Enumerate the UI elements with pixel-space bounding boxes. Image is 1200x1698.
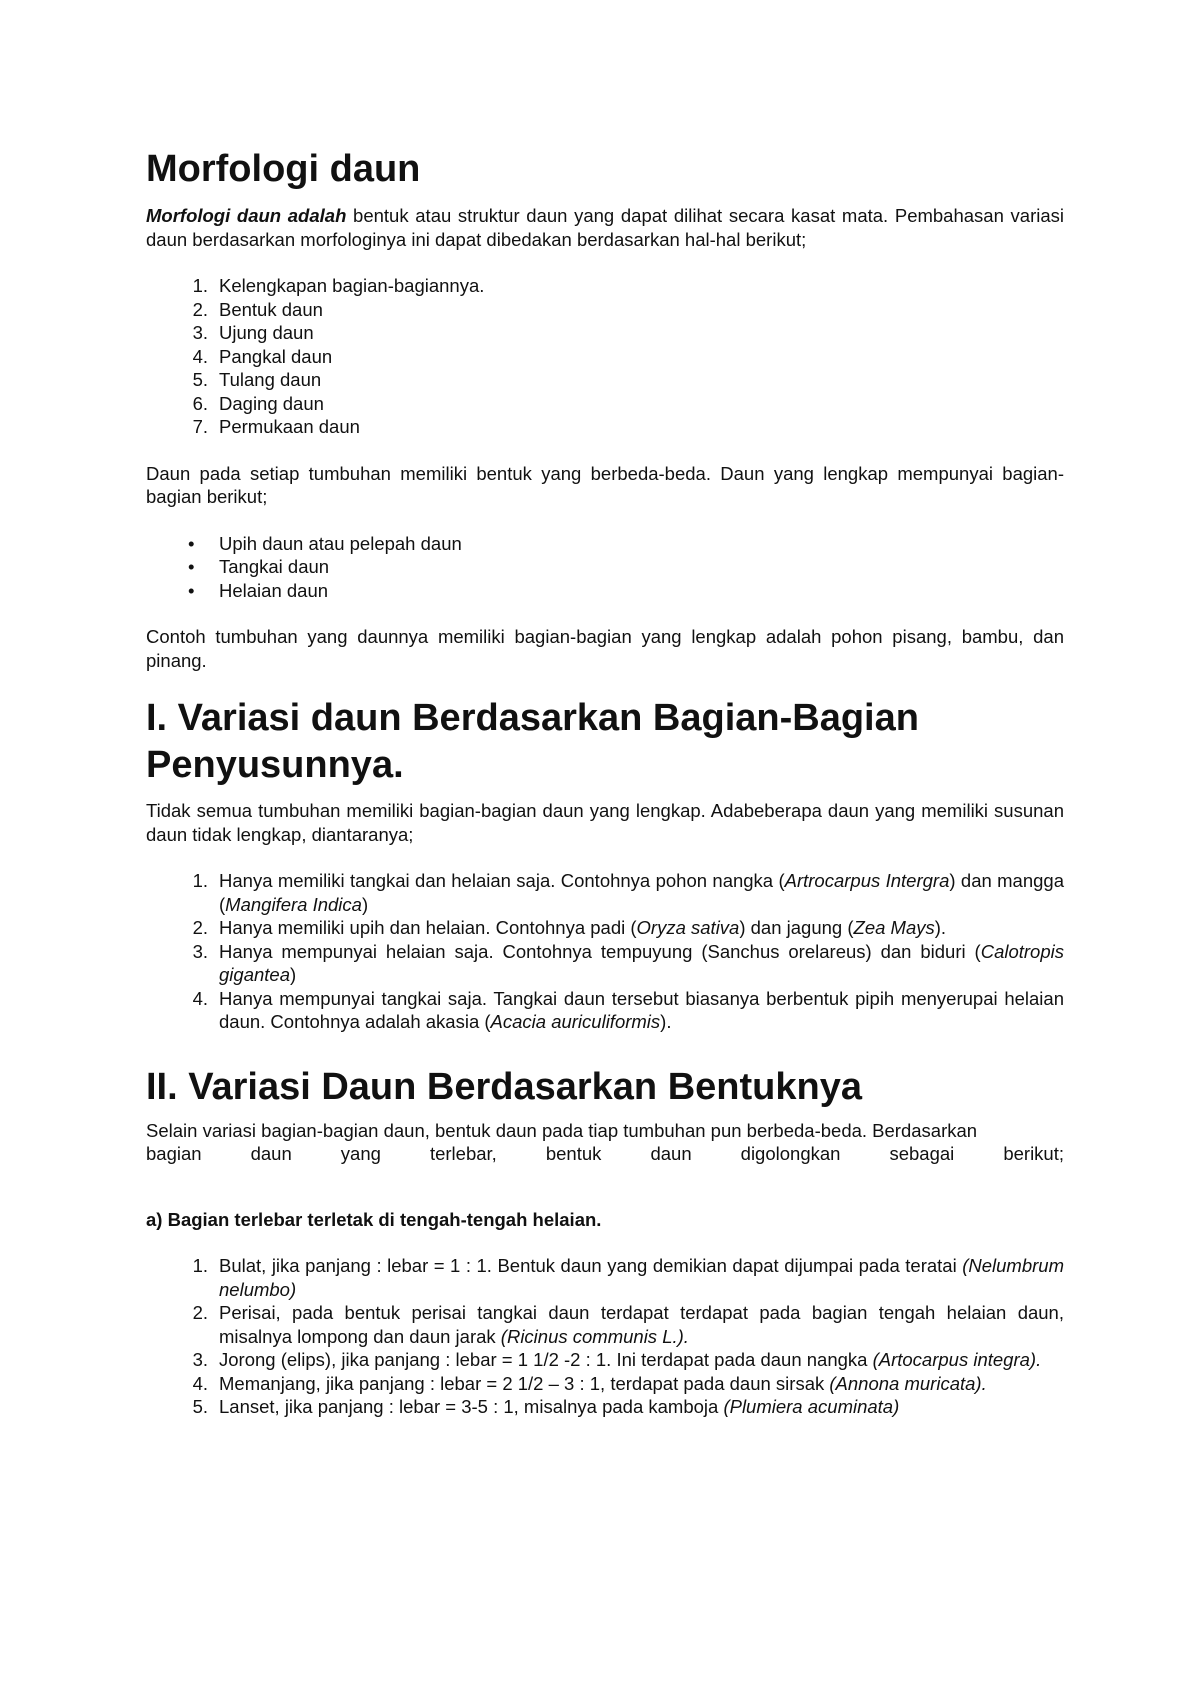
item-text: Bulat, jika panjang : lebar = 1 : 1. Bentuk daun yang demikian dapat dijumpai pada teratai <box>219 1255 963 1276</box>
list-number: 5. <box>192 369 208 390</box>
list-item <box>146 1372 1064 1396</box>
subheading-a: a) Bagian terlebar terletak di tengah-tengah helaian. <box>146 1208 602 1230</box>
section-1-paragraph: Tidak semua tumbuhan memiliki bagian-bagian daun yang lengkap. Adabeberapa daun yang memiliki susunan daun tidak lengkap, diantaranya; <box>146 800 1064 845</box>
species-name: (Plumiera acuminata) <box>723 1396 900 1417</box>
species-name: (Ricinus communis L.). <box>500 1325 689 1347</box>
species-name: Artrocarpus Intergra <box>784 870 950 891</box>
list-number: 4. <box>192 1372 208 1394</box>
list-item <box>146 1301 1064 1348</box>
section-2-paragraph-line1: Selain variasi bagian-bagian daun, bentuk daun pada tiap tumbuhan pun berbeda-beda. Berdasarkan <box>146 1119 978 1141</box>
incomplete-leaf-list <box>146 869 1064 1034</box>
list-item <box>146 579 1064 603</box>
list-item <box>146 987 1064 1034</box>
list-number: 2. <box>192 917 208 938</box>
intro-line1-text: bentuk atau struktur daun yang dapat dilihat secara kasat mata. <box>346 205 889 226</box>
list-item-text: Bentuk daun <box>219 298 323 320</box>
species-name: Acacia auriculiformis <box>490 1011 661 1032</box>
list-item <box>146 415 1064 439</box>
species-name: Calotropis gigantea <box>219 940 1064 985</box>
list-number: 3. <box>192 1349 208 1370</box>
list-number: 2. <box>192 298 208 320</box>
list-number: 7. <box>192 416 208 437</box>
item-text: ). <box>934 917 947 938</box>
item-text: Jorong (elips), jika panjang : lebar = 1 1/2 -2 : 1. Ini terdapat pada daun nangka <box>219 1349 873 1370</box>
species-name: Zea Mays <box>853 917 935 938</box>
list-item-text: Upih daun atau pelepah daun <box>219 532 462 554</box>
item-text: Lanset, jika panjang : lebar = 3-5 : 1, misalnya pada kamboja <box>219 1396 724 1417</box>
list-item <box>146 1348 1064 1372</box>
list-number: 1. <box>192 275 208 296</box>
intro-paragraph <box>146 204 1064 251</box>
list-item <box>146 298 1064 322</box>
example-paragraph: Contoh tumbuhan yang daunnya memiliki bagian-bagian yang lengkap adalah pohon pisang, bambu, dan pinang. <box>146 626 1064 671</box>
species-name: (Annona muricata). <box>829 1372 987 1394</box>
item-text: Hanya memiliki upih dan helaian. Contohnya padi ( <box>219 917 637 938</box>
list-item <box>146 869 1064 916</box>
list-item <box>146 916 1064 940</box>
list-item <box>146 321 1064 345</box>
list-number: 4. <box>192 987 208 1009</box>
list-item-text: Ujung daun <box>219 322 314 343</box>
page-title: Morfologi daun <box>146 148 421 190</box>
list-item <box>146 368 1064 392</box>
list-item-text: Tangkai daun <box>219 556 330 577</box>
intro-lead-bold: Morfologi daun adalah <box>146 205 347 226</box>
section-1-heading <box>146 695 1064 789</box>
list-number: 2. <box>192 1302 208 1323</box>
list-number: 6. <box>192 392 208 414</box>
list-number: 3. <box>192 322 208 343</box>
section-1-heading-line1: I. Variasi daun Berdasarkan Bagian-Bagian <box>146 697 919 739</box>
bullet-icon: • <box>188 532 195 554</box>
species-name: Oryza sativa <box>636 917 740 938</box>
list-item <box>146 392 1064 416</box>
bullet-icon: • <box>188 556 195 577</box>
list-item <box>146 345 1064 369</box>
list-item-text: Helaian daun <box>219 579 329 601</box>
section-1-heading-line2: Penyusunnya. <box>146 744 404 786</box>
morphology-list <box>146 274 1064 439</box>
list-number: 3. <box>192 940 208 962</box>
list-item <box>146 555 1064 579</box>
list-item-text: Daging daun <box>219 392 324 414</box>
list-number: 1. <box>192 1255 208 1276</box>
item-text: ). <box>660 1011 672 1032</box>
item-text: Hanya mempunyai helaian saja. Contohnya tempuyung (Sanchus orelareus) dan biduri ( <box>219 940 981 962</box>
intro-line2-text: Pembahasan variasi daun berdasarkan morfologinya ini dapat dibedakan berdasarkan hal-hal berikut; <box>146 205 1065 250</box>
list-item <box>146 1395 1064 1419</box>
list-item-text: Tulang daun <box>219 369 322 390</box>
item-text: Hanya mempunyai tangkai saja. Tangkai daun tersebut biasanya berbentuk pipih menyerupai helaian daun. Contohnya adalah akasia ( <box>219 987 1064 1032</box>
item-text: ) dan mangga ( <box>219 870 1064 915</box>
section-2-paragraph-line2: bagian daun yang terlebar, bentuk daun digolongkan sebagai berikut; <box>146 1143 1064 1164</box>
list-item <box>146 1254 1064 1301</box>
section-2-heading: II. Variasi Daun Berdasarkan Bentuknya <box>146 1065 862 1108</box>
leaf-shape-list <box>146 1254 1064 1419</box>
species-name: Mangifera Indica <box>225 893 362 915</box>
item-text: ) <box>361 893 369 915</box>
list-item-text: Permukaan daun <box>219 416 360 437</box>
item-text: ) <box>289 964 297 985</box>
list-number: 4. <box>192 345 208 367</box>
species-name: (Artocarpus integra). <box>872 1349 1042 1370</box>
list-number: 1. <box>192 870 208 891</box>
list-item <box>146 532 1064 556</box>
leaf-parts-paragraph: Daun pada setiap tumbuhan memiliki bentuk yang berbeda-beda. Daun yang lengkap mempunyai bagian-bagian berikut; <box>146 462 1064 507</box>
bullet-icon: • <box>188 579 195 601</box>
item-text: ) dan jagung ( <box>739 917 854 938</box>
list-item-text: Pangkal daun <box>219 345 333 367</box>
list-item-text: Kelengkapan bagian-bagiannya. <box>219 275 485 296</box>
leaf-parts-list <box>146 532 1064 603</box>
species-name: (Nelumbrum nelumbo) <box>219 1255 1064 1300</box>
item-text: Perisai, pada bentuk perisai tangkai daun terdapat terdapat pada bagian tengah helaian daun, misalnya lompong dan daun jarak <box>219 1302 1064 1347</box>
item-text: Hanya memiliki tangkai dan helaian saja. Contohnya pohon nangka ( <box>219 870 785 891</box>
list-item <box>146 274 1064 298</box>
list-item <box>146 940 1064 987</box>
list-number: 5. <box>192 1396 208 1417</box>
item-text: Memanjang, jika panjang : lebar = 2 1/2 – 3 : 1, terdapat pada daun sirsak <box>219 1372 830 1394</box>
